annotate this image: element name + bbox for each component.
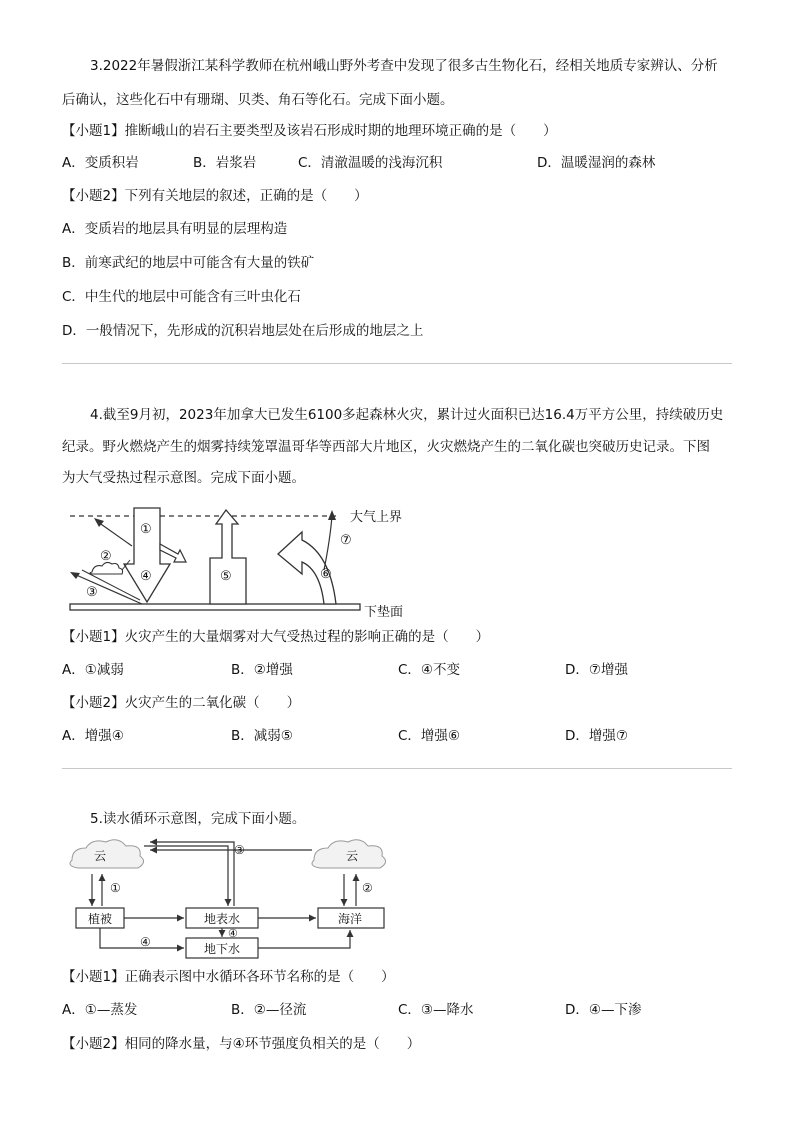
q4-sub2-option-b[interactable]: B．减弱⑤ bbox=[231, 728, 293, 744]
q4-sub2-option-d[interactable]: D．增强⑦ bbox=[565, 728, 628, 744]
q4-intro-line2: 纪录。野火燃烧产生的烟雾持续笼罩温哥华等西部大片地区，火灾燃烧产生的二氧化碳也突破历史记录。下图 bbox=[62, 439, 710, 455]
cloud-icon bbox=[90, 562, 123, 574]
q3-sub1-option-a[interactable]: A．变质积岩 bbox=[62, 155, 139, 171]
box-ocean-label: 海洋 bbox=[338, 912, 363, 926]
marker-7: ⑦ bbox=[340, 533, 352, 548]
q5-sub1-option-a[interactable]: A．①—蒸发 bbox=[62, 1002, 138, 1018]
reflection-line bbox=[98, 522, 132, 546]
q4-intro-line3: 为大气受热过程示意图。完成下面小题。 bbox=[62, 470, 305, 486]
marker-6: ⑥ bbox=[320, 567, 332, 582]
marker-4: ④ bbox=[140, 569, 152, 584]
box-groundwater-label: 地下水 bbox=[204, 942, 241, 956]
label-upper-atmosphere: 大气上界 bbox=[350, 510, 403, 525]
marker-1: ① bbox=[140, 522, 152, 537]
box-vegetation-label: 植被 bbox=[88, 912, 113, 926]
q3-intro-line2: 后确认，这些化石中有珊瑚、贝类、角石等化石。完成下面小题。 bbox=[62, 92, 454, 108]
q4-sub1-option-d[interactable]: D．⑦增强 bbox=[565, 662, 628, 678]
q3-sub2-option-d[interactable]: D．一般情况下，先形成的沉积岩地层处在后形成的地层之上 bbox=[62, 323, 424, 339]
cloud-right-label: 云 bbox=[346, 849, 359, 863]
q5-sub1-option-c[interactable]: C．③—降水 bbox=[398, 1002, 474, 1018]
ground-reflection-line bbox=[74, 574, 142, 604]
atmosphere-heating-diagram bbox=[62, 500, 422, 622]
cloud-left-label: 云 bbox=[94, 849, 107, 863]
q4-sub1-option-c[interactable]: C．④不变 bbox=[398, 662, 461, 678]
q4-sub2-stem: 【小题2】火灾产生的二氧化碳（ ） bbox=[62, 695, 301, 711]
label-ground-surface: 下垫面 bbox=[364, 605, 404, 620]
water-cycle-diagram bbox=[62, 836, 402, 962]
ground-surface bbox=[70, 604, 360, 610]
marker-5: ⑤ bbox=[220, 569, 232, 584]
scatter-branch-arrow bbox=[160, 544, 186, 562]
divider bbox=[62, 363, 732, 364]
marker-3: ③ bbox=[234, 843, 245, 857]
q5-sub1-stem: 【小题1】正确表示图中水循环各环节名称的是（ ） bbox=[62, 969, 395, 985]
q3-sub2-option-b[interactable]: B．前寒武纪的地层中可能含有大量的铁矿 bbox=[62, 255, 315, 271]
q4-sub1-option-a[interactable]: A．①减弱 bbox=[62, 662, 124, 678]
marker-4-vegetation: ④ bbox=[140, 935, 151, 949]
marker-3: ③ bbox=[86, 585, 98, 600]
cloud-left-icon bbox=[70, 840, 144, 868]
marker-4-surface: ④ bbox=[228, 927, 238, 940]
q3-sub1-option-d[interactable]: D．温暖湿润的森林 bbox=[537, 155, 656, 171]
q3-sub2-option-a[interactable]: A．变质岩的地层具有明显的层理构造 bbox=[62, 221, 288, 237]
q3-sub1-stem: 【小题1】推断峨山的岩石主要类型及该岩石形成时期的地理环境正确的是（ ） bbox=[62, 123, 557, 139]
q4-sub2-option-a[interactable]: A．增强④ bbox=[62, 728, 124, 744]
marker-2: ② bbox=[100, 549, 112, 564]
marker-1: ① bbox=[110, 881, 121, 895]
q5-sub2-stem: 【小题2】相同的降水量，与④环节强度负相关的是（ ） bbox=[62, 1036, 421, 1052]
q3-intro-line1: 3.2022年暑假浙江某科学教师在杭州峨山野外考查中发现了很多古生物化石，经相关地质专家辨认、分析 bbox=[90, 58, 718, 74]
marker-2: ② bbox=[362, 881, 373, 895]
q4-sub2-option-c[interactable]: C．增强⑥ bbox=[398, 728, 461, 744]
q4-sub1-stem: 【小题1】火灾产生的大量烟雾对大气受热过程的影响正确的是（ ） bbox=[62, 629, 490, 645]
q4-sub1-option-b[interactable]: B．②增强 bbox=[231, 662, 293, 678]
q3-sub2-stem: 【小题2】下列有关地层的叙述，正确的是（ ） bbox=[62, 188, 368, 204]
q5-sub1-option-d[interactable]: D．④—下渗 bbox=[565, 1002, 642, 1018]
q5-sub1-option-b[interactable]: B．②—径流 bbox=[231, 1002, 307, 1018]
escape-radiation-line bbox=[324, 516, 332, 570]
q3-sub1-option-b[interactable]: B．岩浆岩 bbox=[193, 155, 257, 171]
q4-intro-line1: 4.截至9月初，2023年加拿大已发生6100多起森林火灾，累计过火面积已达16.4万平方公里，持续破历史 bbox=[90, 407, 724, 423]
q3-sub1-option-c[interactable]: C．清澈温暖的浅海沉积 bbox=[298, 155, 443, 171]
ground-radiation-arrow bbox=[210, 510, 246, 604]
q5-intro: 5.读水循环示意图，完成下面小题。 bbox=[90, 811, 306, 827]
box-surface-water-label: 地表水 bbox=[204, 912, 241, 926]
divider bbox=[62, 768, 732, 769]
q3-sub2-option-c[interactable]: C．中生代的地层中可能含有三叶虫化石 bbox=[62, 289, 301, 305]
